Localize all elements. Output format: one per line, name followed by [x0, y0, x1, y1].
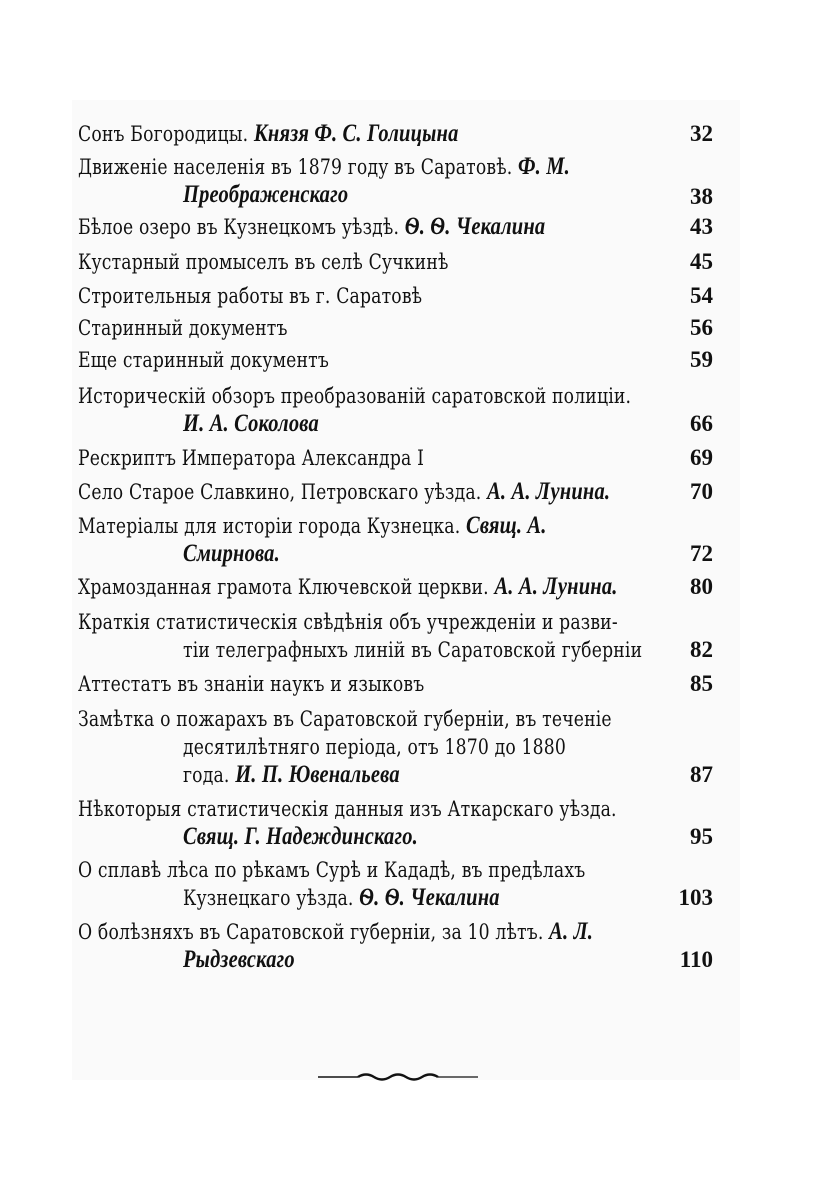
entry-line	[183, 946, 295, 974]
entry-line	[78, 608, 618, 636]
toc-entry	[78, 380, 728, 442]
entry-author: Ф. М.	[518, 153, 570, 180]
entry-author: И. А. Соколова	[183, 410, 319, 437]
toc-entry	[78, 916, 728, 978]
entry-line	[78, 795, 617, 823]
page-number: 59	[690, 347, 713, 372]
entry-title: Кустарный промыселъ въ селѣ Сучкинѣ	[78, 250, 449, 274]
page-number: 66	[690, 411, 713, 436]
entry-title: Кузнецкаго уѣзда.	[183, 886, 360, 910]
entry-author: Князя Ф. С. Голицына	[253, 120, 459, 147]
entry-title: Строительныя работы въ г. Саратовѣ	[78, 284, 423, 308]
entry-title: Сонъ Богородицы.	[78, 122, 254, 146]
entry-line	[78, 346, 329, 374]
toc-entry	[78, 510, 728, 572]
entry-line	[183, 540, 280, 568]
entry-title: Еще старинный документъ	[78, 348, 329, 372]
entry-line	[78, 512, 547, 540]
toc-entry	[78, 211, 728, 245]
page-number: 43	[690, 214, 713, 239]
entry-author: Ѳ. Ѳ. Чекалина	[404, 213, 546, 240]
entry-title: Бѣлое озеро въ Кузнецкомъ уѣздѣ.	[78, 215, 405, 239]
page-number: 72	[690, 541, 713, 566]
entry-line	[183, 884, 500, 912]
toc-entry	[78, 442, 728, 476]
entry-line	[78, 314, 288, 342]
entry-author: Свящ. Г. Надеждинскаго.	[183, 823, 418, 850]
entry-author: Свящ. А.	[466, 512, 547, 539]
entry-line	[78, 444, 424, 472]
page-number: 70	[690, 479, 713, 504]
page-number: 110	[679, 947, 713, 972]
entry-title: О сплавѣ лѣса по рѣкамъ Сурѣ и Кададѣ, въ предѣлахъ	[78, 858, 586, 882]
toc-entry	[78, 854, 728, 916]
entry-line	[183, 410, 319, 438]
entry-title: года.	[183, 763, 236, 787]
entry-line	[78, 120, 459, 148]
entry-line	[78, 856, 585, 884]
page-number: 82	[690, 637, 713, 662]
entry-author: Ѳ. Ѳ. Чекалина	[359, 884, 500, 911]
page-number: 85	[690, 671, 713, 696]
page-number: 95	[690, 824, 713, 849]
entry-line	[183, 181, 348, 209]
page-number: 80	[690, 574, 713, 599]
entry-title: Аттестатъ въ знаніи наукъ и языковъ	[78, 672, 425, 696]
page-number: 38	[690, 184, 713, 209]
entry-line	[78, 705, 612, 733]
page-number: 54	[690, 283, 713, 308]
end-ornament	[318, 1070, 478, 1082]
page-number: 103	[678, 885, 713, 910]
entry-author: А. Л.	[549, 918, 594, 945]
entry-author: Рыдзевскаго	[183, 946, 295, 973]
entry-author: И. П. Ювенальева	[235, 761, 400, 788]
toc-entry	[78, 571, 728, 605]
entry-line	[78, 213, 545, 241]
toc-entry	[78, 151, 728, 209]
page-number: 69	[690, 445, 713, 470]
entry-line	[78, 153, 570, 181]
entry-line	[183, 636, 642, 664]
toc-entry	[78, 312, 728, 346]
entry-line	[78, 248, 449, 276]
entry-title: Храмозданная грамота Ключевской церкви.	[78, 575, 495, 599]
entry-title: Замѣтка о пожарахъ въ Саратовской губерніи, въ теченіе	[78, 707, 612, 731]
entry-title: Старинный документъ	[78, 316, 288, 340]
entry-title: Краткія статистическія свѣдѣнія объ учрежденіи и разви-	[78, 610, 618, 634]
page-number: 87	[690, 762, 713, 787]
toc-entry	[78, 117, 728, 151]
entry-title: Рескриптъ Императора Александра I	[78, 446, 425, 470]
entry-title: тіи телеграфныхъ линій въ Саратовской губерніи	[183, 638, 643, 662]
entry-line	[78, 478, 610, 506]
page-number: 56	[690, 315, 713, 340]
toc-entry	[78, 793, 728, 855]
entry-title: О болѣзняхъ въ Саратовской губерніи, за 10 лѣтъ.	[78, 920, 550, 944]
toc-entry	[78, 606, 728, 668]
toc-entry	[78, 344, 728, 378]
toc-entry	[78, 703, 728, 793]
entry-author: А. А. Лунина.	[487, 478, 611, 505]
entry-title: десятилѣтняго періода, отъ 1870 до 1880	[183, 735, 567, 759]
toc-entry	[78, 280, 728, 314]
entry-title: Село Старое Славкино, Петровскаго уѣзда.	[78, 480, 488, 504]
entry-line	[78, 282, 422, 310]
entry-line	[78, 918, 593, 946]
entry-line	[183, 733, 566, 761]
toc-entry	[78, 246, 728, 280]
entry-title: Движеніе населенія въ 1879 году въ Саратовѣ.	[78, 155, 519, 179]
toc-entry	[78, 668, 728, 702]
entry-title: Матеріалы для исторіи города Кузнецка.	[78, 514, 467, 538]
entry-line	[78, 573, 618, 601]
page-number: 45	[690, 249, 713, 274]
entry-line	[183, 761, 400, 789]
entry-title: Нѣкоторыя статистическія данныя изъ Аткарскаго уѣзда.	[78, 797, 617, 821]
page-number: 32	[690, 121, 713, 146]
toc-entry	[78, 476, 728, 510]
entry-line	[78, 670, 424, 698]
entry-author: А. А. Лунина.	[494, 573, 618, 600]
entry-author: Смирнова.	[183, 540, 280, 567]
entry-author: Преображенскаго	[183, 181, 349, 208]
entry-line	[78, 382, 631, 410]
entry-title: Историческій обзоръ преобразованій саратовской полиціи.	[78, 384, 632, 408]
entry-line	[183, 823, 418, 851]
